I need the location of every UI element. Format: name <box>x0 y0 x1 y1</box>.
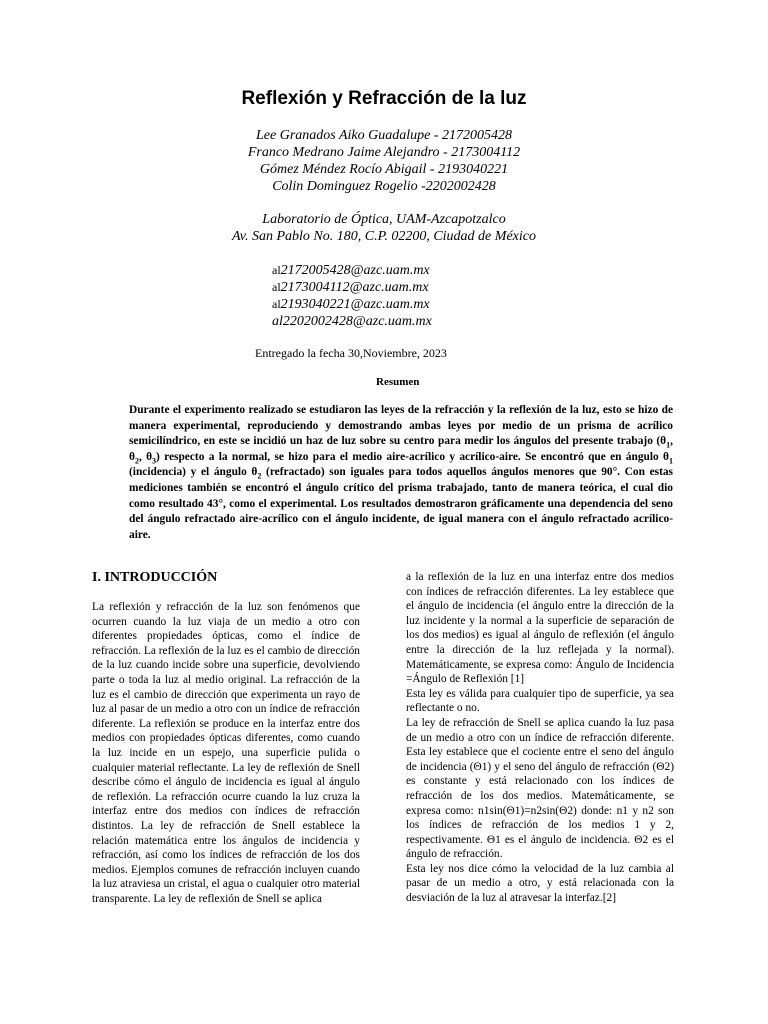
affiliation-line-1: Laboratorio de Óptica, UAM-Azcapotzalco <box>262 212 506 227</box>
abstract-heading: Resumen <box>376 376 420 388</box>
email-3: al2193040221@azc.uam.mx <box>272 297 430 312</box>
author-4: Colin Dominguez Rogelio -2202002428 <box>272 179 496 194</box>
section-heading-introduction: I. INTRODUCCIÓN <box>92 570 218 585</box>
email-list <box>272 262 432 330</box>
paragraph: La ley de refracción de Snell se aplica cuando la luz pasa de un medio a otro con un índice de refracción diferente. Esta ley establece que el cociente entre el seno del ángulo de incidencia (Θ1) y el seno del ángulo de refracción (Θ2) es constante y está relacionado con los índices de refracción de los dos medios. Matemáticamente, se expresa como: n1sin(Θ1)=n2sin(Θ2) donde: n1 y n2 son los índices de refracción de los medios 1 y 2, respectivamente. Θ1 es el ángulo de incidencia. Θ2 es el ángulo de refracción. <box>406 716 674 861</box>
email-4: al2202002428@azc.uam.mx <box>272 314 432 329</box>
submission-date: Entregado la fecha 30,Noviembre, 2023 <box>255 346 447 360</box>
email-2: al2173004112@azc.uam.mx <box>272 280 429 295</box>
abstract-text: Durante el experimento realizado se estudiaron las leyes de la refracción y la reflexión de la luz, esto se hizo de manera experimental, reproduciendo y demostrando ambas leyes por medio de un prisma de acrílico semicilíndrico, en este se incidió un haz de luz sobre su centro para medir los ángulos del presente trabajo ($\theta_1$, $\theta_2$, $\theta_3$) respecto a la normal, se hizo para el medio aire-acrílico y acrílico-aire. Se encontró que en ángulo $\theta_1$ (incidencia) y el ángulo $\theta_2$ (refractado) son iguales para todos aquellos ángulos menores que 90°. Con estas mediciones también se encontró el ángulo crítico del prisma trabajado, tanto de manera teórica, el cual dio como resultado 43°, como el experimental. Los resultados demostraron gráficamente una dependencia del seno del ángulo refractado aire-acrílico con el ángulo incidente, de igual manera con el ángulo refractado acrílico-aire. <box>129 404 673 541</box>
author-3: Gómez Méndez Rocío Abigail - 2193040221 <box>259 162 509 177</box>
author-list <box>0 127 768 195</box>
paragraph: Esta ley es válida para cualquier tipo de superficie, ya sea reflectante o no. <box>406 687 674 715</box>
author-2: Franco Medrano Jaime Alejandro - 2173004112 <box>247 145 521 160</box>
paragraph: a la reflexión de la luz en una interfaz entre dos medios con índices de refracción diferentes. La ley establece que el ángulo de incidencia (el ángulo entre la dirección de la luz incidente y la normal a la superficie de separación de los dos medios) es igual al ángulo de reflexión (el ángulo entre la dirección de la luz reflejada y la normal). Matemáticamente, se expresa como: Ángulo de Incidencia =Ángulo de Reflexión [1] <box>406 571 674 686</box>
email-1: al2172005428@azc.uam.mx <box>272 263 430 278</box>
intro-column-right <box>406 570 674 906</box>
paper-title: Reflexión y Refracción de la luz <box>241 88 527 109</box>
affiliation <box>0 211 768 245</box>
paragraph: Esta ley nos dice cómo la velocidad de la luz cambia al pasar de un medio a otro, y está relacionada con la desviación de la luz al atravesar la interfaz.[2] <box>406 862 674 905</box>
intro-column-left: La reflexión y refracción de la luz son fenómenos que ocurren cuando la luz viaja de un medio a otro con diferentes propiedades ópticas, como el índice de refracción. La reflexión de la luz es el cambio de dirección de la luz cuando incide sobre una superficie, devolviendo parte o toda la luz al medio original. La refracción de la luz es el cambio de dirección que experimenta un rayo de luz al pasar de un medio a otro con un índice de refracción diferente. La reflexión se produce en la interfaz entre dos medios con propiedades ópticas diferentes, como cuando la luz incide en un espejo, una superficie pulida o cualquier material reflectante. La ley de reflexión de Snell describe cómo el ángulo de incidencia es igual al ángulo de reflexión. La refracción ocurre cuando la luz cruza la interfaz entre dos medios con índices de refracción distintos. La ley de refracción de Snell establece la relación matemática entre los ángulos de incidencia y refracción, así como los índices de refracción de los dos medios. Ejemplos comunes de refracción incluyen cuando la luz atraviesa un cristal, el agua o cualquier otro material transparente. La ley de reflexión de Snell se aplica <box>92 601 360 905</box>
author-1: Lee Granados Aiko Guadalupe - 2172005428 <box>256 128 512 143</box>
affiliation-line-2: Av. San Pablo No. 180, C.P. 02200, Ciudad de México <box>232 229 536 244</box>
